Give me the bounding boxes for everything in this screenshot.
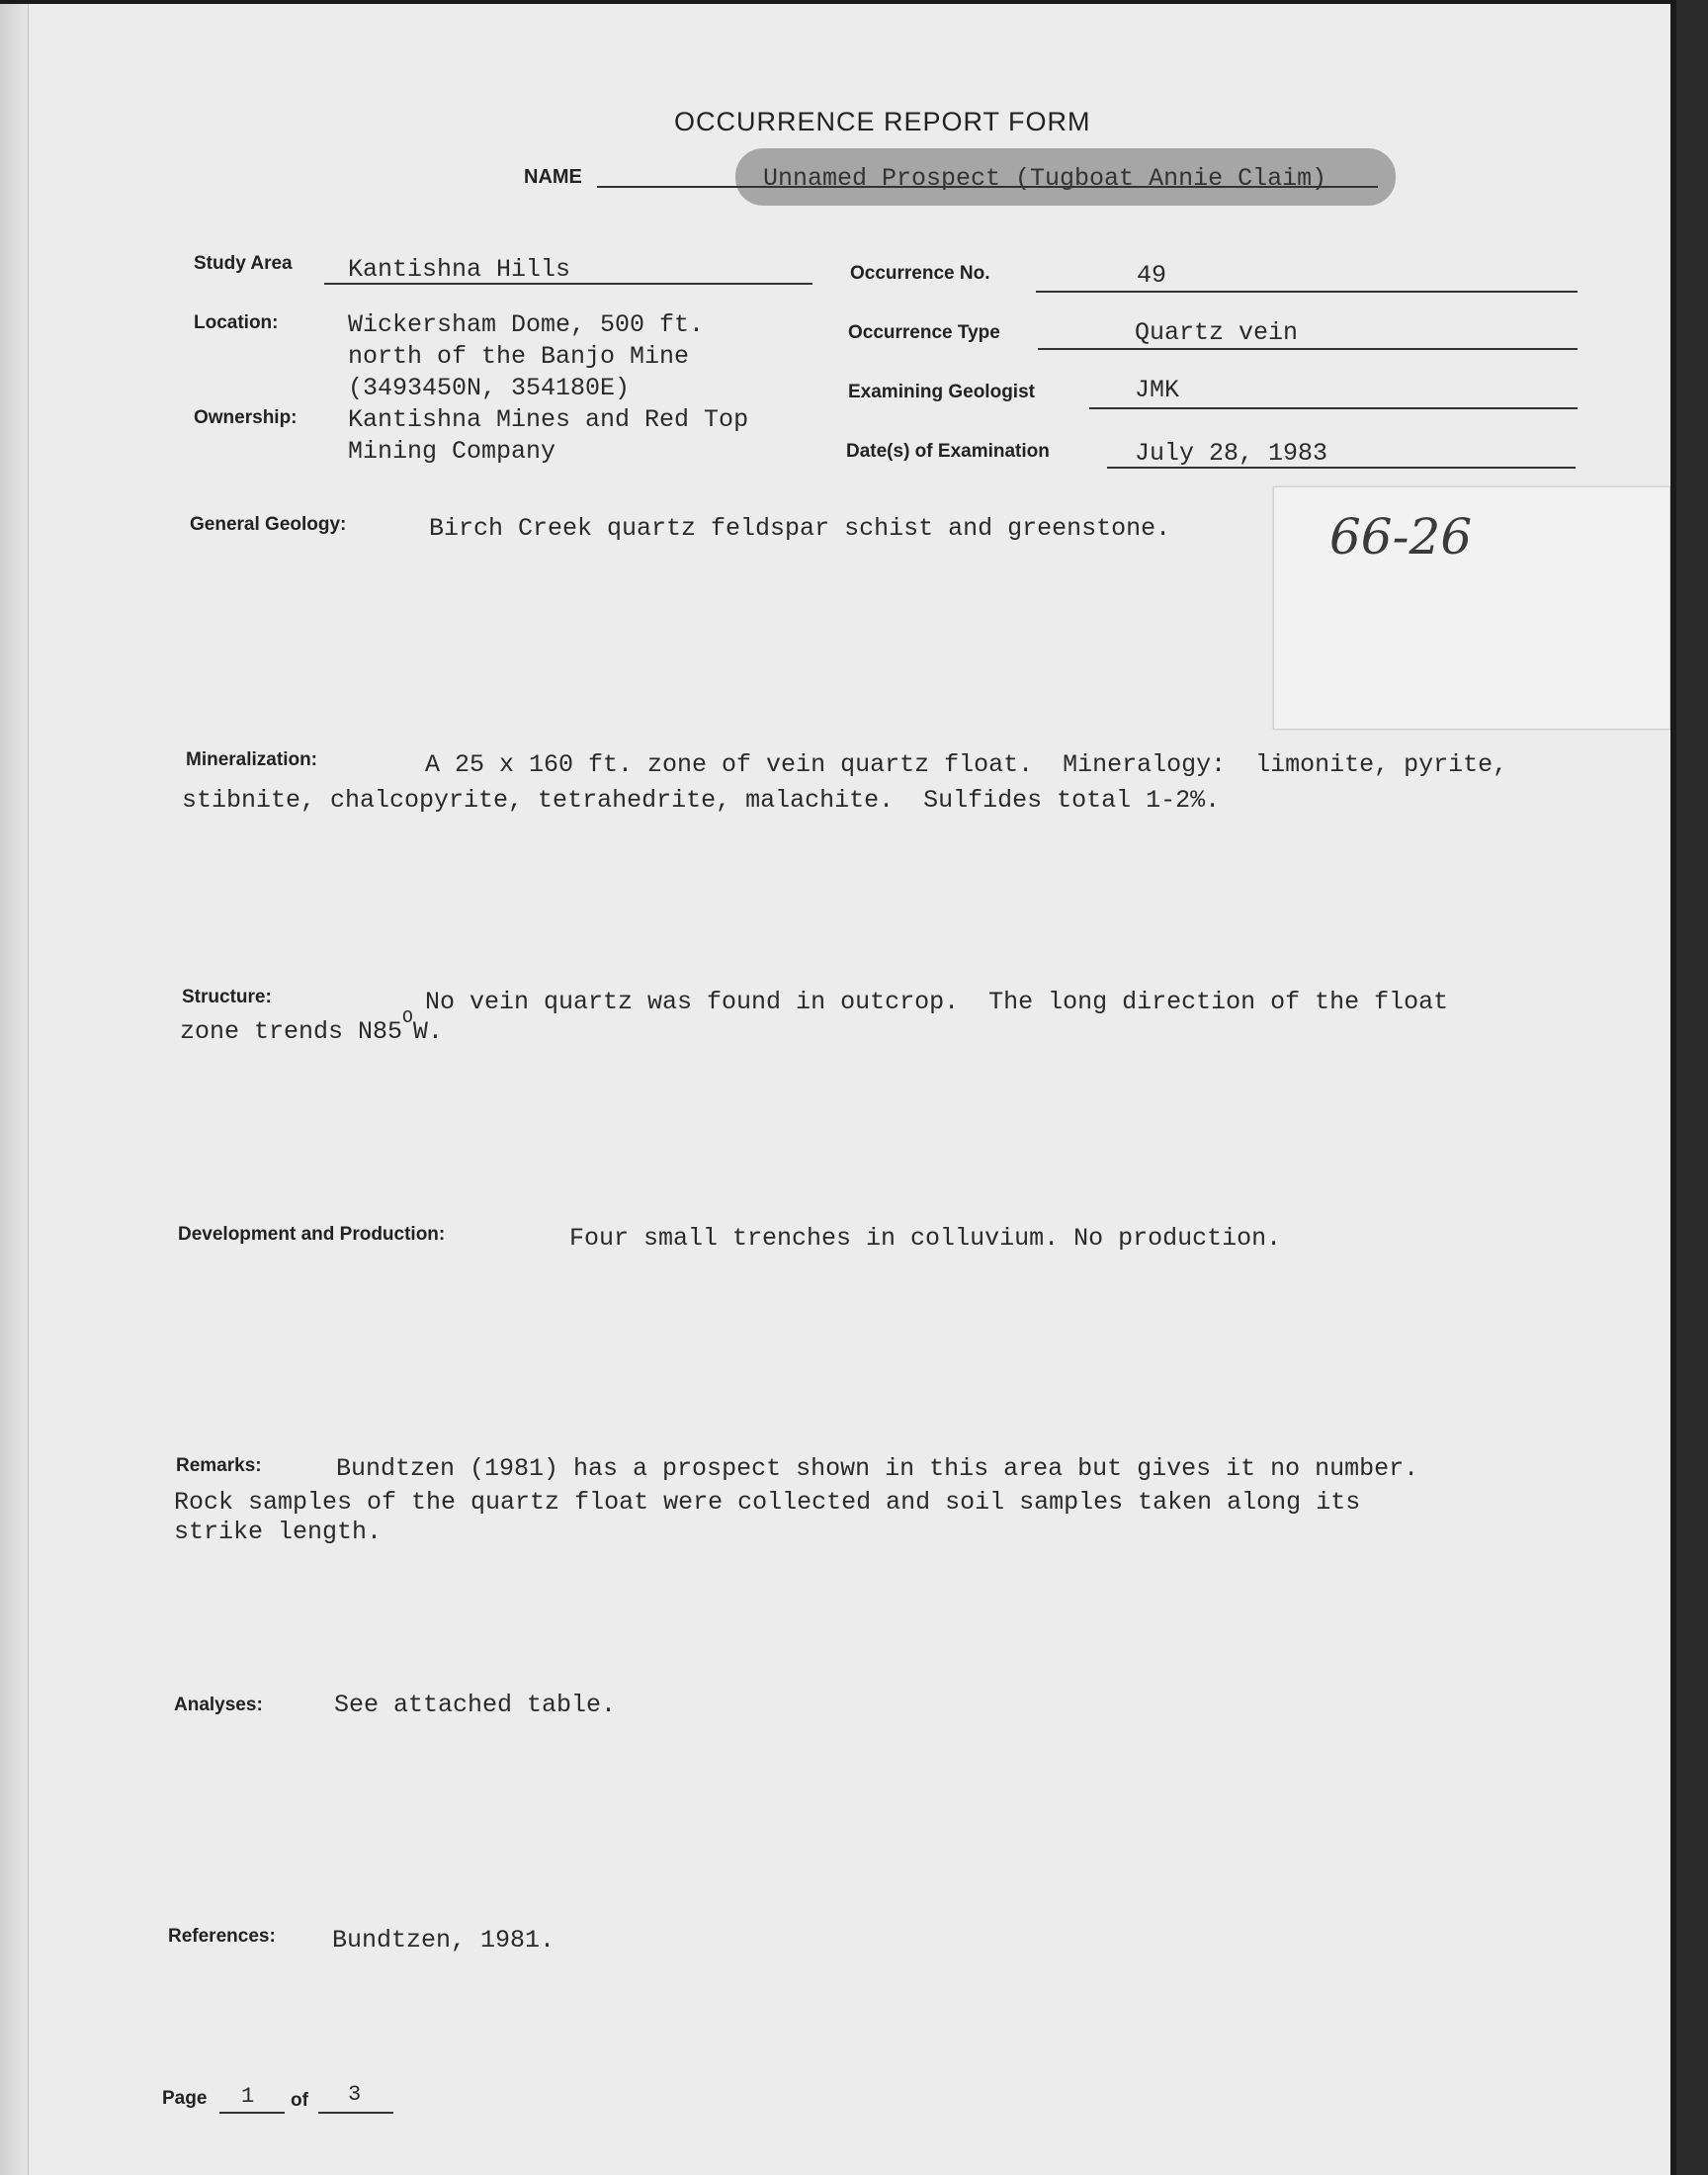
structure-line-2-text: zone trends N85 — [180, 1017, 403, 1046]
structure-label: Structure: — [182, 987, 272, 1007]
examining-geologist-value: JMK — [1135, 376, 1180, 404]
mineralization-line-1: A 25 x 160 ft. zone of vein quartz float. Mineralogy: limonite, pyrite, — [425, 750, 1508, 779]
references-text: Bundtzen, 1981. — [332, 1926, 555, 1955]
remarks-line-3: strike length. — [174, 1518, 383, 1546]
name-label: NAME — [524, 166, 582, 188]
page-label: Page — [162, 2088, 208, 2109]
study-area-value: Kantishna Hills — [348, 255, 571, 284]
ownership-line-2: Mining Company — [348, 437, 556, 466]
ownership-line-1: Kantishna Mines and Red Top — [348, 405, 749, 434]
study-area-label: Study Area — [194, 253, 293, 274]
form-title: OCCURRENCE REPORT FORM — [674, 107, 1091, 136]
occurrence-no-value: 49 — [1137, 261, 1167, 290]
remarks-label: Remarks: — [176, 1455, 262, 1476]
page-total-underline — [318, 2112, 393, 2114]
remarks-line-2: Rock samples of the quartz float were collected and soil samples taken along its — [174, 1488, 1361, 1517]
occurrence-type-label: Occurrence Type — [848, 322, 1000, 343]
general-geology-text: Birch Creek quartz feldspar schist and greenstone. — [429, 514, 1171, 543]
of-label: of — [291, 2090, 308, 2111]
occurrence-type-value: Quartz vein — [1135, 318, 1299, 347]
page-current-underline — [219, 2112, 285, 2114]
date-label: Date(s) of Examination — [846, 441, 1050, 462]
examining-geologist-label: Examining Geologist — [848, 382, 1035, 402]
structure-line-1: No vein quartz was found in outcrop. The long direction of the float — [425, 988, 1449, 1016]
location-line-1: Wickersham Dome, 500 ft. — [348, 310, 705, 339]
name-value: Unnamed Prospect (Tugboat Annie Claim) — [763, 164, 1327, 193]
structure-line-2-end: W. — [412, 1017, 443, 1046]
mineralization-label: Mineralization: — [186, 749, 318, 770]
general-geology-label: General Geology: — [190, 514, 347, 535]
degree-symbol: O — [402, 1008, 413, 1028]
handwritten-note: 66-26 — [1329, 508, 1473, 566]
occurrence-no-underline — [1036, 291, 1578, 293]
date-value: July 28, 1983 — [1135, 439, 1328, 468]
page-edge — [0, 4, 29, 2175]
examining-geologist-underline — [1089, 407, 1578, 409]
analyses-text: See attached table. — [334, 1691, 617, 1719]
location-line-3: (3493450N, 354180E) — [348, 374, 631, 402]
location-line-2: north of the Banjo Mine — [348, 342, 690, 371]
development-text: Four small trenches in colluvium. No production. — [569, 1224, 1282, 1253]
references-label: References: — [168, 1926, 276, 1947]
development-label: Development and Production: — [178, 1224, 446, 1245]
mineralization-line-2: stibnite, chalcopyrite, tetrahedrite, malachite. Sulfides total 1-2%. — [182, 786, 1221, 815]
occurrence-type-underline — [1038, 348, 1578, 350]
ownership-label: Ownership: — [194, 407, 298, 428]
page-total: 3 — [348, 2082, 362, 2107]
remarks-line-1: Bundtzen (1981) has a prospect shown in this area but gives it no number. — [336, 1454, 1419, 1483]
analyses-label: Analyses: — [174, 1695, 263, 1715]
page-current: 1 — [241, 2084, 255, 2109]
structure-line-2 — [180, 1008, 443, 1050]
occurrence-no-label: Occurrence No. — [850, 263, 990, 284]
location-label: Location: — [194, 312, 279, 333]
